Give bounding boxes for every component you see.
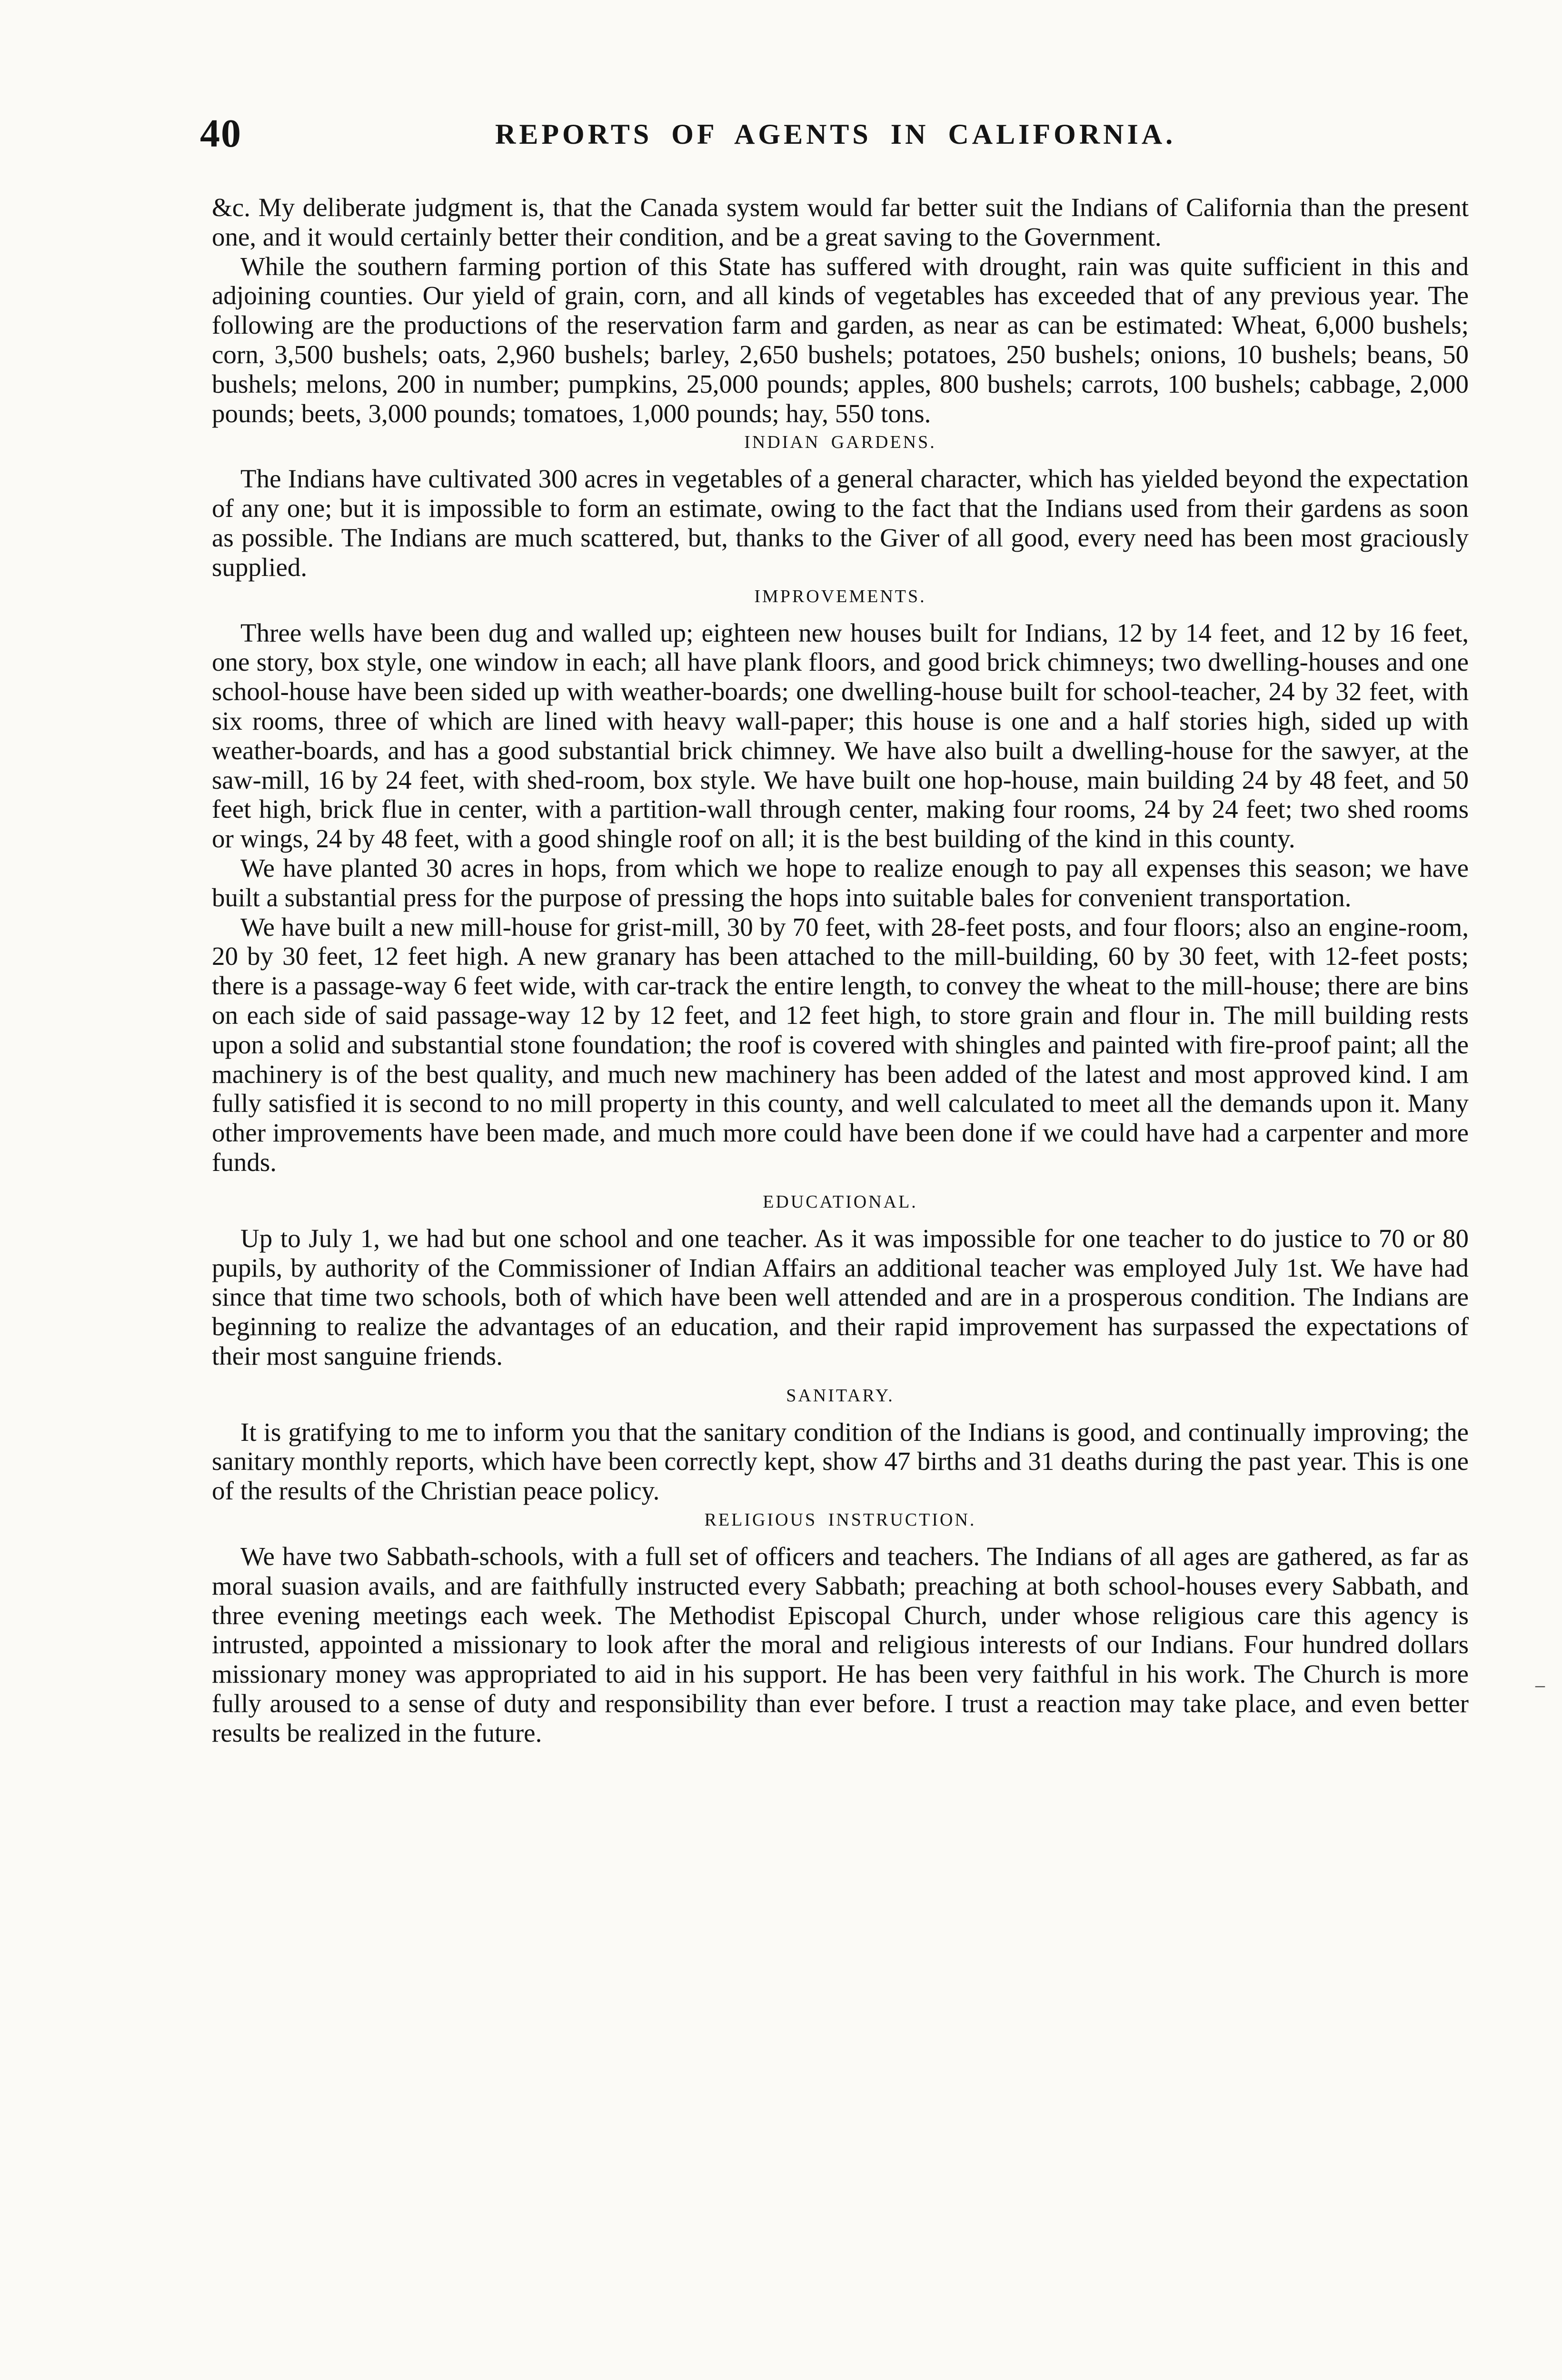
paragraph-sanitary: It is gratifying to me to inform you that the sanitary condition of the Indians is good, and continually improving; the sanitary monthly reports, which have been correctly kept, show 47 births and 31 deaths during the past year. This is one of the results of the Christian peace policy. <box>212 1417 1469 1506</box>
paragraph-buildings: Three wells have been dug and walled up; eighteen new houses built for Indians, 12 by 14 feet, and 12 by 16 feet, one story, box style, one window in each; all have plank floors, and good brick chimneys; two dwelling-houses and one school-house have been sided up with weather-boards; one dwelling-house built for school-teacher, 24 by 32 feet, with six rooms, three of which are lined with heavy wall-paper; this house is one and a half stories high, sided up with weather-boards, and has a good substantial brick chimney. We have also built a dwelling-house for the sawyer, at the saw-mill, 16 by 24 feet, with shed-room, box style. We have built one hop-house, main building 24 by 48 feet, and 50 feet high, brick flue in center, with a partition-wall through center, making four rooms, 24 by 24 feet; two shed rooms or wings, 24 by 48 feet, with a good shingle roof on all; it is the best building of the kind in this county. <box>212 618 1469 853</box>
page-header <box>200 110 1466 163</box>
margin-ink-mark: – <box>1535 1674 1545 1696</box>
heading-educational: EDUCATIONAL. <box>763 1191 918 1212</box>
paragraph-farm-productions: While the southern farming portion of this State has suffered with drought, rain was quite sufficient in this and adjoining counties. Our yield of grain, corn, and all kinds of vegetables has exceeded that of any previous year. The following are the productions of the reservation farm and garden, as near as can be estimated: Wheat, 6,000 bushels; corn, 3,500 bushels; oats, 2,960 bushels; barley, 2,650 bushels; potatoes, 250 bushels; onions, 10 bushels; beans, 50 bushels; melons, 200 in number; pumpkins, 25,000 pounds; apples, 800 bushels; carrots, 100 bushels; cabbage, 2,000 pounds; beets, 3,000 pounds; tomatoes, 1,000 pounds; hay, 550 tons. <box>212 251 1469 428</box>
heading-improvements: IMPROVEMENTS. <box>754 586 926 606</box>
heading-religious-instruction: RELIGIOUS INSTRUCTION. <box>704 1510 976 1530</box>
paragraph-hops: We have planted 30 acres in hops, from which we hope to realize enough to pay all expenses this season; we have built a substantial press for the purpose of pressing the hops into suitable bales for convenient transportation. <box>212 853 1469 912</box>
paragraph-religious-instruction: We have two Sabbath-schools, with a full set of officers and teachers. The Indians of all ages are gathered, as far as moral suasion avails, and are faithfully instructed every Sabbath; preaching at both school-houses every Sabbath, and three evening meetings each week. The Methodist Episcopal Church, under whose religious care this agency is intrusted, appointed a missionary to look after the moral and religious interests of our Indians. Four hundred dollars missionary money was appropriated to aid in his support. He has been very faithful in his work. The Church is more fully aroused to a sense of duty and responsibility than ever before. I trust a reaction may take place, and even better results be realized in the future. <box>212 1542 1469 1747</box>
paragraph-canada-system: &c. My deliberate judgment is, that the Canada system would far better suit the Indians of California than the present one, and it would certainly better their condition, and be a great saving to the Government. <box>212 193 1469 251</box>
paragraph-schools: Up to July 1, we had but one school and one teacher. As it was impossible for one teacher to do justice to 70 or 80 pupils, by authority of the Commissioner of Indian Affairs an additional teacher was employed July 1st. We have had since that time two schools, both of which have been well attended and are in a prosperous condition. The Indians are beginning to realize the advantages of an education, and their rapid improvement has surpassed the expectations of their most sanguine friends. <box>212 1223 1469 1370</box>
paragraph-mill-house: We have built a new mill-house for grist-mill, 30 by 70 feet, with 28-feet posts, and four floors; also an engine-room, 20 by 30 feet, 12 feet high. A new granary has been attached to the mill-building, 60 by 30 feet, with 12-feet posts; there is a passage-way 6 feet wide, with car-track the entire length, to convey the wheat to the mill-house; there are bins on each side of said passage-way 12 by 12 feet, and 12 feet high, to store grain and flour in. The mill building rests upon a solid and substantial stone foundation; the roof is covered with shingles and painted with fire-proof paint; all the machinery is of the best quality, and much new machinery has been added of the latest and most approved kind. I am fully satisfied it is second to no mill property in this county, and well calculated to meet all the demands upon it. Many other improvements have been made, and much more could have been done if we could have had a carpenter and more funds. <box>212 912 1469 1177</box>
page-number: 40 <box>200 111 242 156</box>
paragraph-indian-gardens: The Indians have cultivated 300 acres in vegetables of a general character, which has yielded beyond the expectation of any one; but it is impossible to form an estimate, owing to the fact that the Indians used from their gardens as soon as possible. The Indians are much scattered, but, thanks to the Giver of all good, every need has been most graciously supplied. <box>212 464 1469 582</box>
heading-indian-gardens: INDIAN GARDENS. <box>744 432 936 453</box>
heading-sanitary: SANITARY. <box>786 1385 895 1406</box>
running-title: REPORTS OF AGENTS IN CALIFORNIA. <box>495 119 1176 150</box>
report-body <box>212 193 1469 1748</box>
